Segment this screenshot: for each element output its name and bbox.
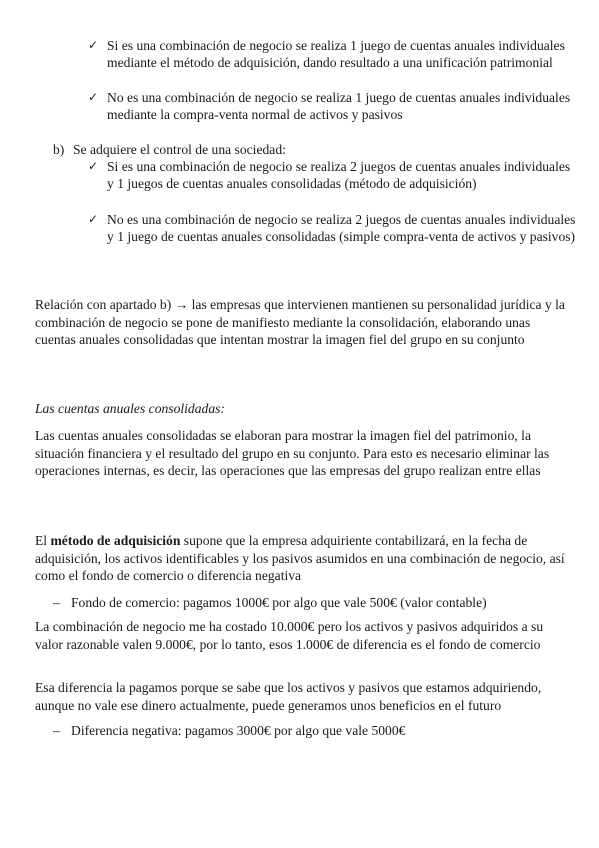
list-item-a1: Si es una combinación de negocio se realiza 1 juego de cuentas anuales individuales mediante el método de adquisición, dando resultado a una unificación patrimonial [107,38,565,70]
dash-bullet: – [53,723,60,738]
relation-paragraph: Relación con apartado b) → las empresas que intervienen mantienen su personalidad jurídica y la combinación de negocio se pone de manifiesto mediante la consolidación, elaborando unas cuentas anuales consolidadas que intentan mostrar la imagen fiel del grupo en su conjunto [35,297,565,347]
method-term: método de adquisición [50,533,181,548]
goodwill-reason: Esa diferencia la pagamos porque se sabe que los activos y pasivos que estamos adquiriendo, aunque no vale ese dinero actualmente, puede generamos unos beneficios en el futuro [35,680,542,713]
list-item-b1: Si es una combinación de negocio se realiza 2 juegos de cuentas anuales individuales y 1 juegos de cuentas anuales consolidadas (método de adquisición) [107,159,571,191]
goodwill-item: Fondo de comercio: pagamos 1000€ por algo que vale 500€ (valor contable) [71,595,487,610]
method-text: supone que la empresa adquiriente contabilizará, en la fecha de adquisición, los activos identificables y los pasivos asumidos en una combinación de negocio, así como el fondo de comercio o diferencia negativa [35,533,565,583]
check-icon: ✓ [87,212,99,226]
dash-bullet: – [53,595,60,610]
consolidated-heading: Las cuentas anuales consolidadas: [35,401,225,416]
section-b-heading: Se adquiere el control de una sociedad: [73,142,286,157]
goodwill-example: La combinación de negocio me ha costado 10.000€ pero los activos y pasivos adquiridos a su valor razonable valen 9.000€, por lo tanto, esos 1.000€ de diferencia es el fondo de comercio [35,619,544,652]
method-prefix: El [35,533,51,548]
list-item-a2: No es una combinación de negocio se realiza 1 juego de cuentas anuales individuales mediante la compra-venta normal de activos y pasivos [107,90,571,122]
check-icon: ✓ [87,159,99,173]
list-item-b2: No es una combinación de negocio se realiza 2 juegos de cuentas anuales individuales y 1 juego de cuentas anuales consolidadas (simple compra-venta de activos y pasivos) [107,212,576,244]
list-marker-b: b) [53,142,65,157]
check-icon: ✓ [87,38,99,52]
check-icon: ✓ [87,90,99,104]
method-paragraph [35,532,565,585]
negative-item: Diferencia negativa: pagamos 3000€ por algo que vale 5000€ [71,723,406,738]
consolidated-paragraph: Las cuentas anuales consolidadas se elaboran para mostrar la imagen fiel del patrimonio, la situación financiera y el resultado del grupo en su conjunto. Para esto es necesario eliminar las operaciones internas, es decir, las operaciones que las empresas del grupo realizan entre ellas [35,428,550,478]
